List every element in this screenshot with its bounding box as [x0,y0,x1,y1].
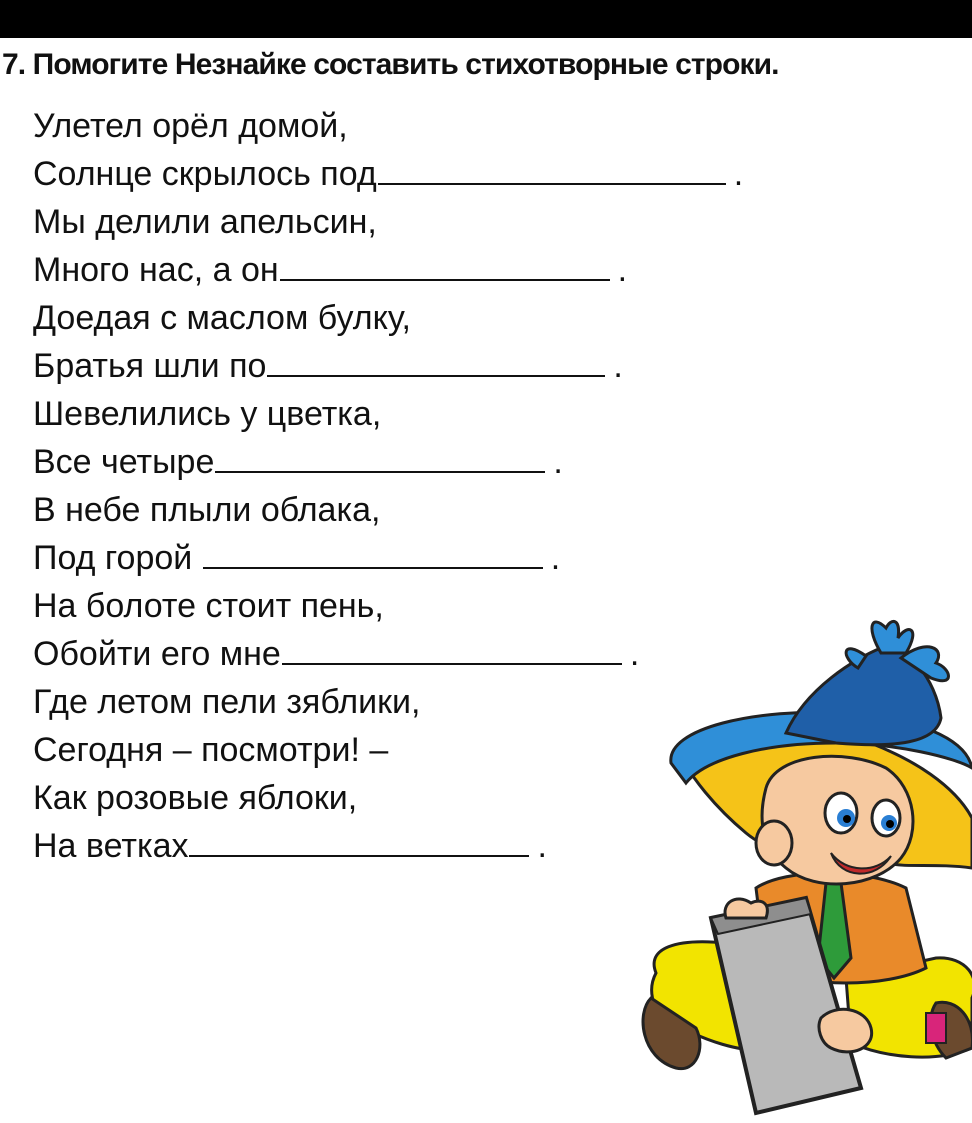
line-end-period: . [553,443,563,481]
answer-blank[interactable] [215,441,545,473]
poem-line [33,294,743,342]
line-end-period: . [537,827,547,865]
neznayka-illustration [636,618,972,1123]
line-end-period: . [629,635,640,673]
poem-line [33,438,743,486]
top-black-bar [0,0,972,38]
poem-line [33,198,743,246]
poem-line [33,390,743,438]
line-end-period: . [613,347,623,385]
poem-line-text: Шевелились у цветка, [33,395,382,433]
answer-blank[interactable] [267,345,605,377]
poem-line-text: На болоте стоит пень, [33,587,384,625]
poem-line-text: Где летом пели зяблики, [33,683,421,721]
poem-line [33,534,743,582]
poem-line-text: На ветках [33,827,189,865]
answer-blank[interactable] [280,249,610,281]
answer-blank[interactable] [282,633,622,665]
poem-line-text: Сегодня – посмотри! – [33,731,389,769]
poem-line-text: Как розовые яблоки, [33,779,358,817]
poem-line-text: В небе плыли облака, [33,491,381,529]
poem-line-text: Мы делили апельсин, [33,203,377,241]
poem-line-text: Солнце скрылось под [33,155,377,193]
answer-blank[interactable] [189,825,529,857]
line-end-period: . [617,251,628,289]
poem-line-text: Доедая с маслом булку, [33,299,411,337]
poem-line-text: Все четыре [33,443,215,481]
poem-line-text: Обойти его мне [33,635,281,673]
poem-line [33,150,743,198]
poem-line [33,342,743,390]
line-end-period: . [550,539,561,577]
ear-shape [756,821,792,865]
poem-line-text: Много нас, а он [33,251,279,289]
answer-blank[interactable] [203,537,543,569]
line-end-period: . [733,155,744,193]
poem-line-text: Улетел орёл домой, [33,107,348,145]
answer-blank[interactable] [378,153,726,185]
poem-line-text: Братья шли по [33,347,267,385]
poem-line [33,486,743,534]
poem-line [33,102,743,150]
task-title: 7. Помогите Незнайке составить стихотворные строки. [2,48,779,81]
poem-line [33,246,743,294]
poem-line-text: Под горой [33,539,202,577]
